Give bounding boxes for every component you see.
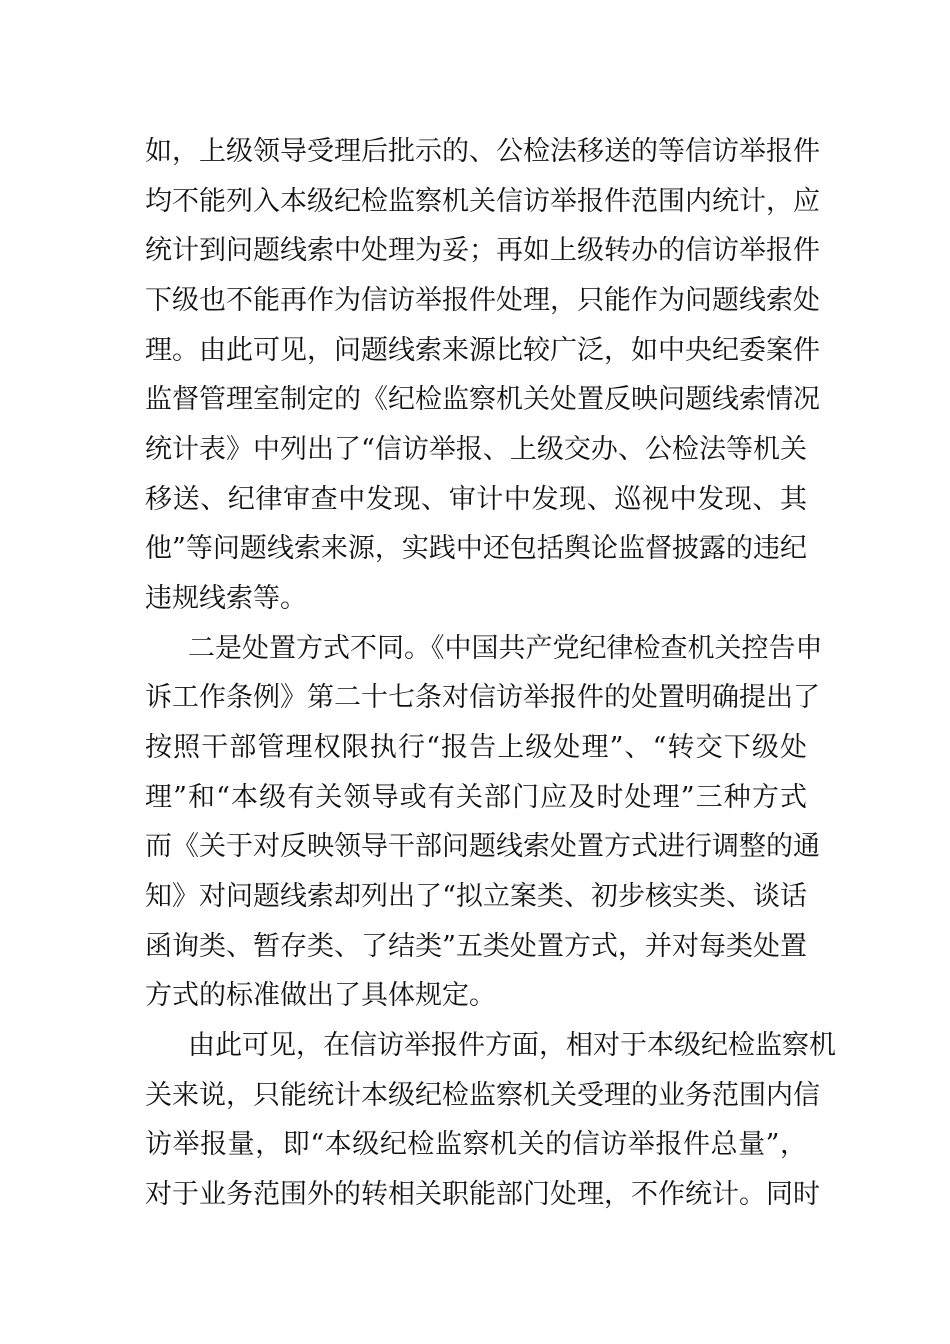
text-line-7: 统计表》中列出了“信访举报、上级交办、公检法等机关 bbox=[145, 434, 807, 465]
text-line-13: 按照干部管理权限执行“报告上级处理”、“转交下级处 bbox=[145, 732, 807, 763]
text-line-14: 理”和“本级有关领导或有关部门应及时处理”三种方式 bbox=[145, 782, 807, 813]
text-line-20: 关来说，只能统计本级纪检监察机关受理的业务范围内信 bbox=[145, 1080, 820, 1111]
text-line-15: 而《关于对反映领导干部问题线索处置方式进行调整的通 bbox=[145, 831, 820, 862]
text-line-12: 诉工作条例》第二十七条对信访举报件的处置明确提出了 bbox=[145, 682, 820, 713]
text-line-8: 移送、纪律审查中发现、审计中发现、巡视中发现、其 bbox=[145, 484, 807, 515]
text-line-3: 统计到问题线索中处理为妥；再如上级转办的信访举报件 bbox=[145, 235, 820, 266]
text-line-5: 理。由此可见，问题线索来源比较广泛，如中央纪委案件 bbox=[145, 335, 820, 366]
text-line-1: 如，上级领导受理后批示的、公检法移送的等信访举报件 bbox=[145, 136, 820, 167]
text-line-19: 由此可见，在信访举报件方面，相对于本级纪检监察机 bbox=[188, 1030, 836, 1061]
text-line-16: 知》对问题线索却列出了“拟立案类、初步核实类、谈话 bbox=[145, 881, 807, 912]
text-line-22: 对于业务范围外的转相关职能部门处理，不作统计。同时 bbox=[145, 1179, 820, 1210]
text-line-18: 方式的标准做出了具体规定。 bbox=[145, 980, 496, 1011]
text-line-6: 监督管理室制定的《纪检监察机关处置反映问题线索情况 bbox=[145, 384, 820, 415]
text-line-11: 二是处置方式不同。《中国共产党纪律检查机关控告申 bbox=[188, 633, 823, 664]
text-line-9: 他”等问题线索来源，实践中还包括舆论监督披露的违纪 bbox=[145, 533, 807, 564]
text-line-17: 函询类、暂存类、了结类”五类处置方式，并对每类处置 bbox=[145, 931, 807, 962]
text-line-10: 违规线索等。 bbox=[145, 583, 307, 614]
text-line-4: 下级也不能再作为信访举报件处理，只能作为问题线索处 bbox=[145, 285, 820, 316]
text-line-21: 访举报量，即“本级纪检监察机关的信访举报件总量”， bbox=[145, 1129, 807, 1160]
text-line-2: 均不能列入本级纪检监察机关信访举报件范围内统计，应 bbox=[145, 186, 820, 217]
